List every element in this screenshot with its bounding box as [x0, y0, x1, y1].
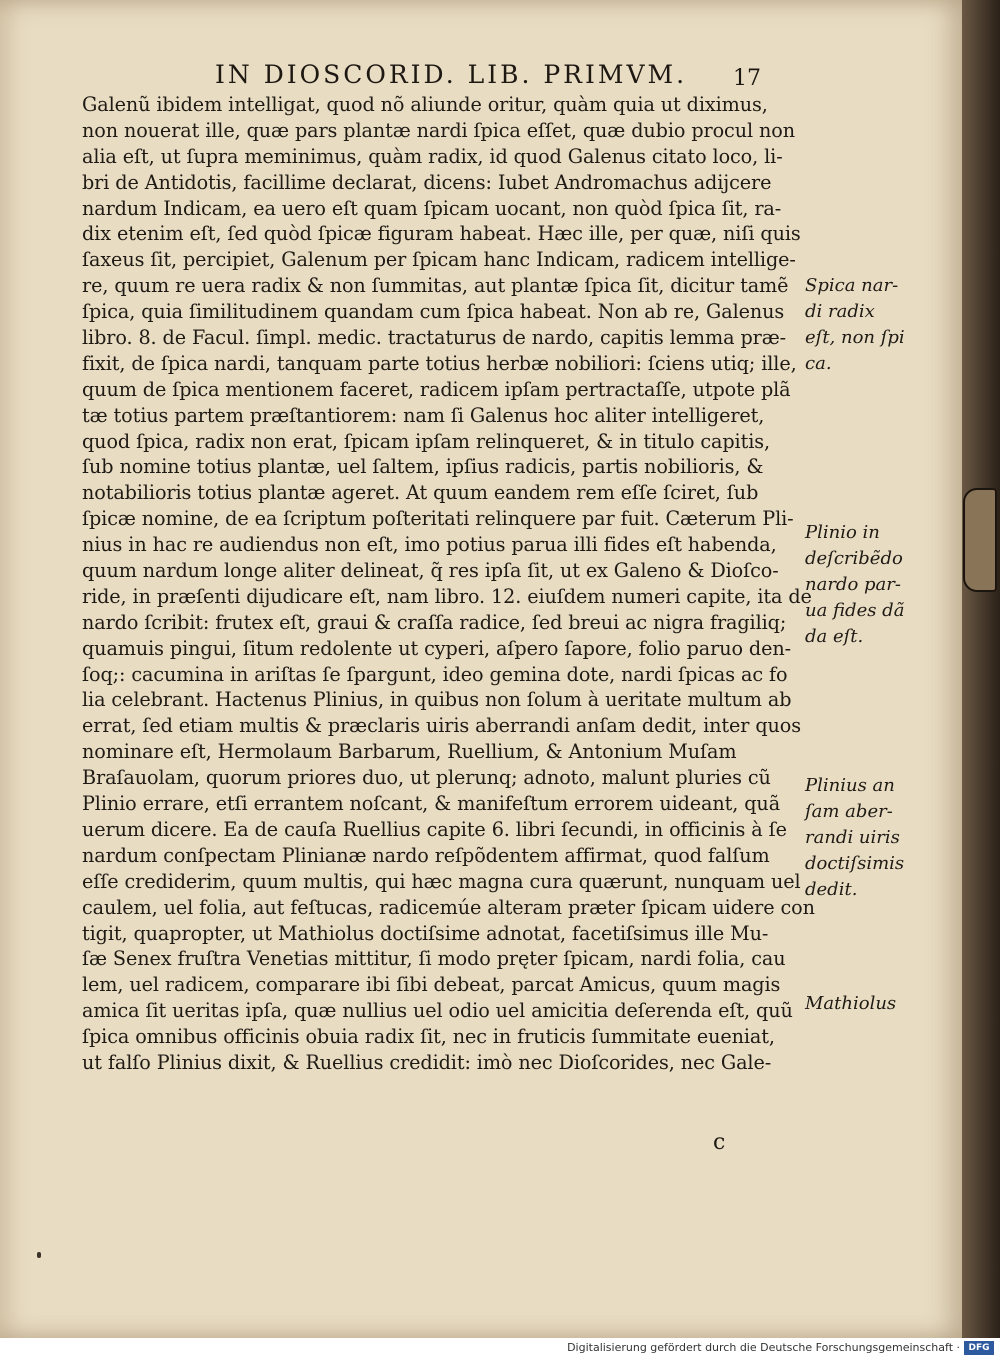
text-line: notabilioris totius plantæ ageret. At quum eandem rem eſſe ſciret, ſub [82, 481, 759, 505]
text-line: quod ſpica, radix non erat, ſpicam ipſam relinqueret, & in titulo capitis, [82, 429, 770, 453]
text-line: tæ totius partem præſtantiorem: nam ſi Galenus hoc aliter intelligeret, [82, 403, 765, 427]
note-line: ca. [805, 352, 832, 374]
note-line: di radix [805, 300, 875, 322]
text-line: ſpica, quia ſimilitudinem quandam cum ſpica habeat. Non ab re, Galenus [82, 300, 785, 324]
running-title: IN DIOSCORID. LIB. PRIMVM. [215, 60, 688, 89]
text-line: ride, in præſenti dijudicare eſt, nam libro. 12. eiuſdem numeri capite, ita de [82, 584, 812, 608]
text-line: alia eſt, ut ſupra meminimus, quàm radix, id quod Galenus citato loco, li- [82, 144, 783, 168]
text-line: tigit, quapropter, ut Mathiolus doctiſsime adnotat, facetiſsimus ille Mu- [82, 921, 769, 945]
text-line: caulem, uel folia, aut feſtucas, radicemúe alteram præter ſpicam uidere con [82, 895, 815, 919]
text-line: re, quum re uera radix & non ſummitas, aut plantæ ſpica ſit, dicitur tamẽ [82, 274, 789, 298]
note-line: doctiſsimis [805, 852, 905, 874]
text-line: nominare eſt, Hermolaum Barbarum, Ruellium, & Antonium Muſam [82, 740, 737, 764]
text-line: uerum dicere. Ea de cauſa Ruellius capite 6. libri ſecundi, in officinis à ſe [82, 817, 787, 841]
text-line: ſoq;: cacumina in ariſtas ſe ſpargunt, ideo gemina dote, nardi ſpicas ac fo [82, 662, 788, 686]
text-line: fixit, de ſpica nardi, tanquam parte totius herbæ nobiliori: ſciens utiq; ille, [82, 351, 797, 375]
note-line: Plinio in [805, 522, 880, 543]
marginal-note-mathiolus [805, 991, 965, 1017]
text-line: nius in hac re audiendus non eſt, imo potius parua illi fides eſt habenda, [82, 533, 777, 557]
text-line: non nouerat ille, quæ pars plantæ nardi ſpica eſſet, quæ dubio procul non [82, 118, 795, 142]
marginal-note-plinius [805, 773, 965, 902]
marginal-note-spica [805, 273, 965, 377]
text-line: quum de ſpica mentionem faceret, radicem ipſam pertractaſſe, utpote plã [82, 377, 791, 401]
note-line: eſt, non ſpi [805, 326, 905, 348]
text-line: quum nardum longe aliter delineat, q̃ res ipſa ſit, ut ex Galeno & Dioſco- [82, 559, 779, 583]
note-line: nardo par- [805, 573, 901, 595]
note-line: randi uiris [805, 826, 900, 848]
ink-spot [37, 1252, 41, 1258]
text-line: dix etenim eſt, ſed quòd ſpicæ figuram habeat. Hæc ille, per quæ, niſi quis [82, 222, 801, 246]
text-line: Galenũ ibidem intelligat, quod nõ aliunde oritur, quàm quia ut diximus, [82, 93, 768, 116]
main-text-block [82, 92, 815, 1076]
text-line: ut falſo Plinius dixit, & Ruellius credidit: imò nec Dioſcorides, nec Gale- [82, 1050, 772, 1074]
note-line: dedit. [805, 878, 858, 900]
signature-mark: c [713, 1130, 726, 1155]
text-line: lem, uel radicem, comparare ibi ſibi debeat, parcat Amicus, quum magis [82, 973, 781, 997]
text-line: Plinio errare, etſi errantem noſcant, & manifeſtum errorem uideant, quã [82, 792, 781, 816]
book-clasp [963, 488, 997, 592]
digitization-footer [0, 1338, 1000, 1359]
text-line: ſub nomine totius plantæ, uel ſaltem, ipſius radicis, partis nobilioris, & [82, 455, 764, 479]
funding-credit: Digitalisierung gefördert durch die Deutsche Forschungsgemeinschaft · [567, 1341, 960, 1354]
note-line: Spica nar- [805, 275, 899, 296]
text-line: nardum conſpectam Plinianæ nardo reſpõdentem affirmat, quod falſum [82, 843, 770, 867]
note-line: Plinius an [805, 775, 895, 796]
text-line: amica ſit ueritas ipſa, quæ nullius uel odio uel amicitia deſerenda eſt, quũ [82, 999, 793, 1023]
text-line: nardum Indicam, ea uero eſt quam ſpicam uocant, non quòd ſpica ſit, ra- [82, 196, 782, 220]
text-line: libro. 8. de Facul. ſimpl. medic. tractaturus de nardo, capitis lemma præ- [82, 326, 787, 350]
text-line: ſpicæ nomine, de ea ſcriptum poſteritati relinquere par fuit. Cæterum Pli- [82, 507, 794, 531]
note-line: Mathiolus [805, 993, 897, 1014]
text-line: nardo ſcribit: frutex eſt, graui & craſſa radice, ſed breui ac nigra fragiliq; [82, 610, 787, 634]
book-edge [962, 0, 1000, 1338]
text-line: bri de Antidotis, facillime declarat, dicens: Iubet Andromachus adijcere [82, 170, 772, 194]
dfg-logo: DFG [964, 1341, 994, 1355]
text-line: ſpica omnibus officinis obuia radix ſit, nec in fruticis ſummitate eueniat, [82, 1025, 775, 1049]
text-line: ſæ Senex fruſtra Venetias mittitur, ſi modo pręter ſpicam, nardi folia, cau [82, 947, 786, 971]
text-line: lia celebrant. Hactenus Plinius, in quibus non ſolum à ueritate multum ab [82, 688, 792, 712]
text-line: errat, ſed etiam multis & præclaris uiris aberrandi anſam dedit, inter quos [82, 714, 802, 738]
note-line: ſam aber- [805, 800, 893, 822]
note-line: da eſt. [805, 625, 864, 647]
note-line: ua fides dã [805, 599, 905, 621]
text-line: ſaxeus ſit, percipiet, Galenum per ſpicam hanc Indicam, radicem intellige- [82, 248, 796, 272]
note-line: deſcribẽdo [805, 547, 903, 569]
marginal-note-plinio [805, 520, 965, 649]
text-line: Braſauolam, quorum priores duo, ut plerunq; adnoto, malunt pluries cũ [82, 766, 771, 790]
page-number: 17 [733, 66, 761, 91]
text-line: eſſe crediderim, quum multis, qui hæc magna cura quærunt, nunquam uel [82, 869, 801, 893]
text-line: quamuis pingui, ſitum redolente ut cyperi, aſpero ſapore, folio paruo den- [82, 636, 792, 660]
